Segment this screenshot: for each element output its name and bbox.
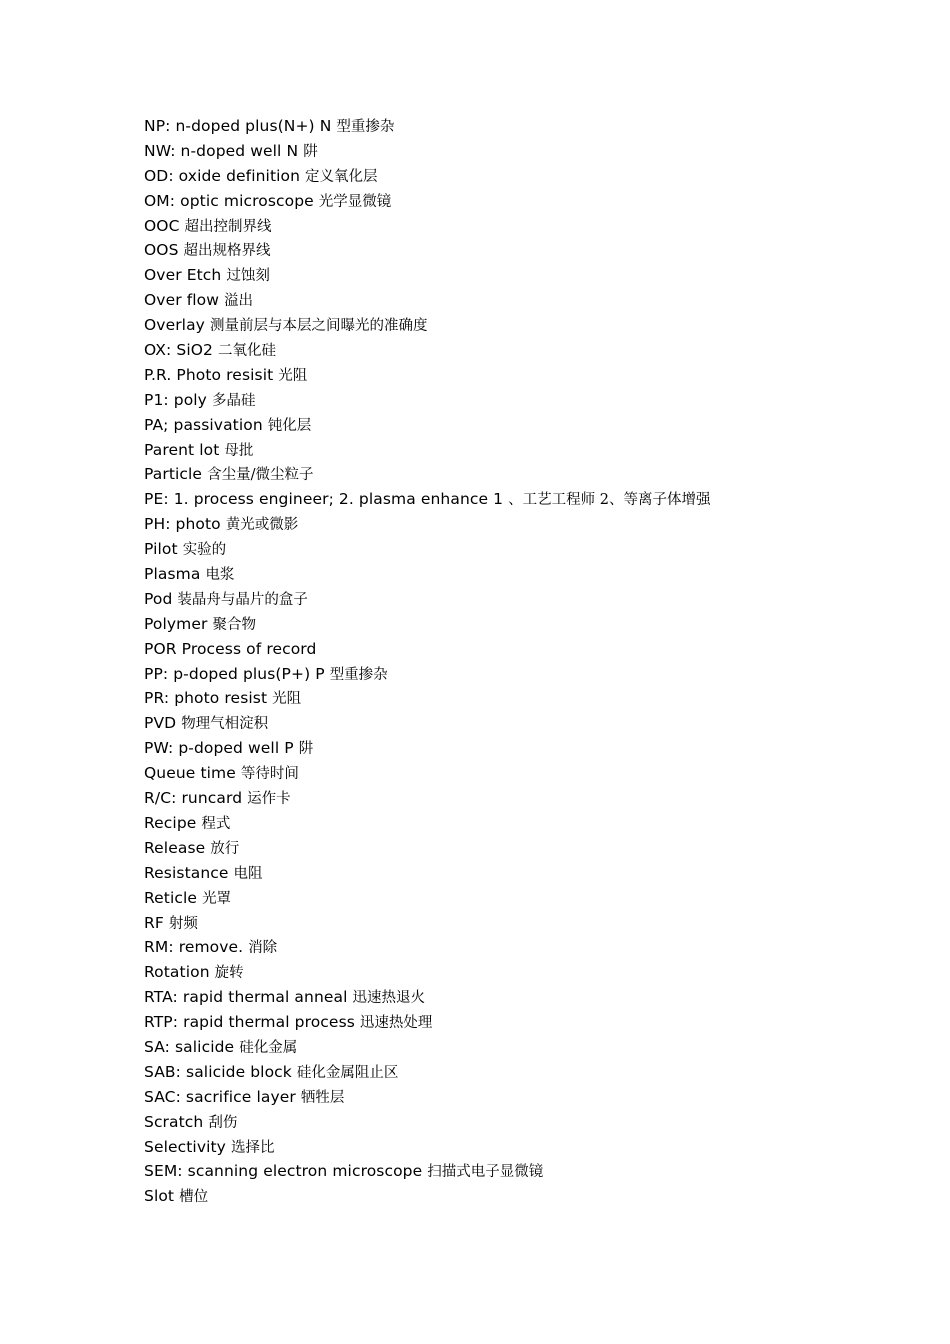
glossary-definition: 阱 [298, 741, 314, 758]
glossary-term: Reticle [144, 888, 198, 907]
glossary-definition: 硅化金属阻止区 [296, 1064, 399, 1081]
glossary-term: PE: 1. process engineer; 2. plasma enhance 1 [144, 490, 504, 509]
glossary-entry [144, 562, 924, 587]
glossary-term: Pilot [144, 540, 178, 559]
glossary-entry [144, 861, 924, 886]
glossary-term: P1: poly [144, 390, 207, 409]
glossary-definition: 型重掺杂 [336, 119, 395, 135]
glossary-definition: 射频 [168, 915, 198, 932]
glossary-entry [144, 413, 924, 438]
glossary-entry [144, 512, 924, 537]
glossary-term: PA; passivation [144, 415, 263, 434]
glossary-definition: 硅化金属 [239, 1039, 298, 1056]
glossary-entry [144, 711, 924, 736]
glossary-entry [144, 338, 924, 363]
glossary-definition: 扫描式电子显微镜 [427, 1164, 544, 1181]
glossary-entry [144, 388, 924, 413]
glossary-term: RF [144, 913, 164, 932]
glossary-definition: 迅速热处理 [359, 1015, 433, 1032]
glossary-definition: 过蚀刻 [226, 268, 270, 285]
glossary-definition: 母批 [224, 442, 254, 459]
glossary-term: Rotation [144, 963, 210, 982]
glossary-entry [144, 114, 924, 139]
glossary-entry [144, 1060, 924, 1085]
glossary-definition: 光阻 [272, 691, 302, 708]
glossary-definition: 、工艺工程师 2、等离子体增强 [508, 492, 711, 509]
glossary-term: POR Process of record [144, 639, 317, 658]
glossary-entry [144, 238, 924, 263]
glossary-definition: 光学显微镜 [318, 193, 392, 210]
glossary-term: NW: n-doped well N [144, 141, 299, 160]
glossary-term: RTA: rapid thermal anneal [144, 988, 348, 1007]
glossary-definition: 型重掺杂 [329, 666, 388, 683]
glossary-term: OOS [144, 241, 179, 260]
glossary-entry [144, 1010, 924, 1035]
glossary-definition: 定义氧化层 [305, 168, 378, 185]
glossary-entry [144, 836, 924, 861]
glossary-definition: 旋转 [214, 965, 244, 982]
glossary-definition: 钝化层 [267, 417, 312, 434]
glossary-definition: 超出规格界线 [183, 243, 271, 260]
glossary-definition: 迅速热退火 [352, 990, 426, 1007]
glossary-entry [144, 985, 924, 1010]
glossary-entry [144, 587, 924, 612]
glossary-term: Over flow [144, 291, 220, 310]
glossary-entry [144, 786, 924, 811]
glossary-list [144, 114, 924, 1209]
glossary-definition: 多晶硅 [211, 392, 256, 409]
glossary-definition: 光罩 [202, 890, 232, 907]
glossary-term: Particle [144, 465, 203, 484]
glossary-term: OX: SiO2 [144, 341, 213, 360]
glossary-entry [144, 462, 924, 487]
glossary-entry [144, 487, 924, 512]
glossary-entry [144, 662, 924, 687]
glossary-definition: 二氧化硅 [217, 343, 276, 360]
glossary-definition: 运作卡 [247, 791, 291, 808]
glossary-term: R/C: runcard [144, 789, 243, 808]
glossary-entry [144, 886, 924, 911]
glossary-entry [144, 612, 924, 637]
glossary-term: PVD [144, 714, 177, 733]
glossary-definition: 槽位 [179, 1189, 209, 1206]
glossary-definition: 含尘量/微尘粒子 [207, 467, 314, 484]
glossary-definition: 等待时间 [240, 766, 299, 783]
glossary-entry [144, 935, 924, 960]
glossary-term: SA: salicide [144, 1037, 235, 1056]
glossary-term: Release [144, 838, 206, 857]
glossary-entry [144, 139, 924, 164]
glossary-term: OOC [144, 216, 180, 235]
glossary-term: PP: p-doped plus(P+) P [144, 664, 325, 683]
glossary-entry [144, 189, 924, 214]
glossary-entry [144, 438, 924, 463]
glossary-term: Slot [144, 1187, 175, 1206]
glossary-term: NP: n-doped plus(N+) N [144, 117, 332, 135]
glossary-entry [144, 811, 924, 836]
glossary-definition: 刮伤 [208, 1114, 238, 1131]
glossary-definition: 实验的 [182, 542, 227, 559]
glossary-entry [144, 1184, 924, 1209]
glossary-entry [144, 537, 924, 562]
glossary-entry [144, 363, 924, 388]
glossary-definition: 黄光或微影 [225, 517, 299, 534]
glossary-definition: 牺牲层 [300, 1089, 345, 1106]
glossary-term: PW: p-doped well P [144, 739, 294, 758]
glossary-entry [144, 1110, 924, 1135]
glossary-term: Plasma [144, 565, 201, 584]
glossary-entry [144, 313, 924, 338]
glossary-term: Over Etch [144, 266, 222, 285]
glossary-entry [144, 288, 924, 313]
glossary-definition: 超出控制界线 [184, 218, 272, 235]
glossary-term: Recipe [144, 813, 197, 832]
glossary-term: RM: remove. [144, 938, 244, 957]
glossary-entry [144, 686, 924, 711]
glossary-term: SAB: salicide block [144, 1062, 292, 1081]
glossary-definition: 电阻 [233, 865, 263, 882]
glossary-definition: 消除 [248, 940, 278, 957]
glossary-entry [144, 960, 924, 985]
glossary-definition: 电浆 [205, 567, 235, 584]
glossary-entry [144, 1085, 924, 1110]
glossary-term: OD: oxide definition [144, 166, 301, 185]
glossary-term: RTP: rapid thermal process [144, 1013, 355, 1032]
glossary-entry [144, 1159, 924, 1184]
glossary-definition: 溢出 [224, 293, 254, 310]
glossary-term: OM: optic microscope [144, 191, 314, 210]
glossary-entry [144, 1135, 924, 1160]
glossary-definition: 测量前层与本层之间曝光的准确度 [209, 318, 428, 335]
glossary-definition: 装晶舟与晶片的盒子 [177, 591, 308, 608]
glossary-entry [144, 263, 924, 288]
glossary-entry [144, 736, 924, 761]
glossary-entry [144, 637, 924, 662]
glossary-term: Pod [144, 589, 173, 608]
glossary-entry [144, 164, 924, 189]
glossary-term: SEM: scanning electron microscope [144, 1162, 423, 1181]
glossary-term: PH: photo [144, 515, 221, 534]
glossary-term: Parent lot [144, 440, 220, 459]
glossary-definition: 程式 [201, 815, 231, 832]
glossary-term: Scratch [144, 1112, 204, 1131]
glossary-definition: 放行 [210, 840, 240, 857]
glossary-definition: 光阻 [278, 367, 308, 384]
glossary-definition: 物理气相淀积 [181, 716, 269, 733]
glossary-term: Queue time [144, 764, 236, 783]
glossary-definition: 聚合物 [212, 616, 256, 633]
glossary-entry [144, 761, 924, 786]
glossary-term: Overlay [144, 316, 205, 335]
glossary-term: SAC: sacrifice layer [144, 1087, 296, 1106]
glossary-entry [144, 911, 924, 936]
glossary-term: Resistance [144, 863, 229, 882]
glossary-definition: 选择比 [230, 1139, 275, 1156]
glossary-entry [144, 214, 924, 239]
glossary-term: P.R. Photo resisit [144, 365, 274, 384]
glossary-term: PR: photo resist [144, 689, 268, 708]
glossary-term: Polymer [144, 614, 208, 633]
glossary-term: Selectivity [144, 1137, 226, 1156]
glossary-entry [144, 1035, 924, 1060]
glossary-definition: 阱 [303, 143, 318, 160]
